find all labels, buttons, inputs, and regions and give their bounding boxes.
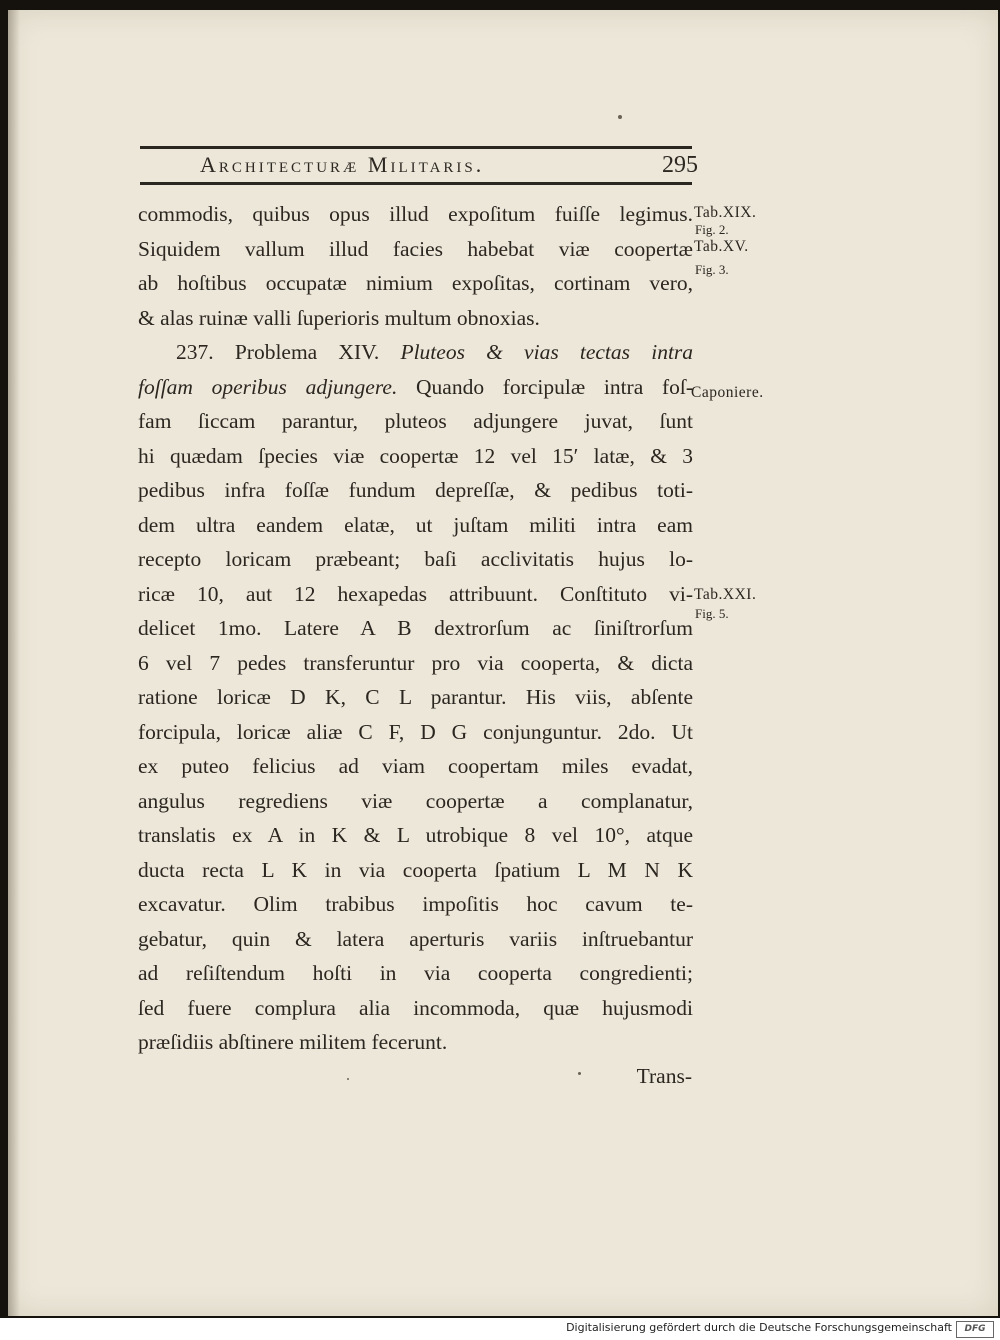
digitization-footer (0, 1318, 1000, 1340)
margin-note-tab-xxi: Tab.XXI. (694, 586, 757, 603)
paper-speck (347, 1078, 349, 1080)
problem-title-italic-end: foſſam operibus adjungere. (138, 374, 398, 399)
text-line: ducta recta L K in via cooperta ſpatium L M N K (138, 857, 693, 882)
margin-note-tab-xix: Tab.XIX. (694, 204, 757, 221)
margin-note-caponiere: Caponiere. (691, 384, 764, 401)
text-line: angulus regrediens viæ coopertæ a complanatur, (138, 788, 693, 813)
margin-note-fig-5: Fig. 5. (695, 606, 729, 621)
text-line: recepto loricam præbeant; baſi acclivitatis hujus lo- (138, 547, 693, 571)
text-line: ratione loricæ D K, C L parantur. His viis, abſente (138, 685, 693, 709)
paper-speck (578, 1072, 581, 1075)
text-segment: Quando forcipulæ intra foſ- (416, 374, 693, 399)
text-line: ſed fuere complura alia incommoda, quæ hujusmodi (138, 995, 693, 1020)
problem-title-italic: Pluteos & vias tectas intra (400, 340, 694, 364)
text-line: forcipula, loricæ aliæ C F, D G conjunguntur. 2do. Ut (138, 719, 693, 744)
text-line: excavatur. Olim trabibus impoſitis hoc cavum te- (138, 892, 693, 916)
header-rule-top (140, 146, 692, 149)
paper-speck (618, 115, 622, 119)
italic-continuation-line (138, 370, 693, 405)
text-line: Siquidem vallum illud facies habebat viæ coopertæ (138, 236, 693, 261)
text-line: ricæ 10, aut 12 hexapedas attribuunt. Conſtituto vi- (138, 581, 693, 606)
dfg-logo-icon: DFG (956, 1321, 994, 1338)
problem-label: Problema XIV. (234, 340, 380, 364)
header-rule-bottom (140, 182, 692, 185)
text-line: translatis ex A in K & L utrobique 8 vel 10°, atque (138, 823, 693, 847)
text-line: ad reſiſtendum hoſti in via cooperta congredienti; (138, 961, 693, 985)
funding-credit: Digitalisierung gefördert durch die Deutsche Forschungsgemeinschaft (566, 1321, 952, 1334)
text-line: ab hoſtibus occupatæ nimium expoſitas, cortinam vero, (138, 271, 693, 295)
text-line: hi quædam ſpecies viæ coopertæ 12 vel 15ʹ latæ, & 3 (138, 443, 693, 468)
text-line: commodis, quibus opus illud expoſitum fuiſſe legimus. (138, 202, 693, 226)
catchword: Trans- (636, 1064, 692, 1088)
text-line: pedibus infra foſſæ fundum depreſſæ, & pedibus toti- (138, 478, 693, 502)
text-line: 6 vel 7 pedes transferuntur pro via cooperta, & dicta (138, 650, 693, 675)
text-line: ex puteo felicius ad viam coopertam miles evadat, (138, 754, 693, 778)
text-line: dem ultra eandem elatæ, ut juſtam militi intra eam (138, 512, 693, 537)
text-line: delicet 1mo. Latere A B dextrorſum ac ſiniſtrorſum (138, 616, 693, 640)
margin-note-fig-2: Fig. 2. (695, 222, 729, 237)
body-text (138, 197, 693, 1060)
page-number: 295 (662, 152, 698, 178)
paragraph-number: 237. (176, 340, 214, 364)
spine-shadow (8, 10, 20, 1316)
margin-note-tab-xv: Tab.XV. (694, 238, 749, 255)
margin-note-fig-3: Fig. 3. (695, 262, 729, 277)
text-line: fam ſiccam parantur, pluteos adjungere juvat, ſunt (138, 409, 693, 433)
problem-heading-line (138, 335, 693, 370)
text-line: & alas ruinæ valli ſuperioris multum obnoxias. (138, 305, 540, 330)
text-line: gebatur, quin & latera aperturis variis inſtruebantur (138, 926, 693, 951)
text-line: præſidiis abſtinere militem fecerunt. (138, 1030, 448, 1054)
running-head: Architecturæ Militaris. (200, 152, 485, 177)
